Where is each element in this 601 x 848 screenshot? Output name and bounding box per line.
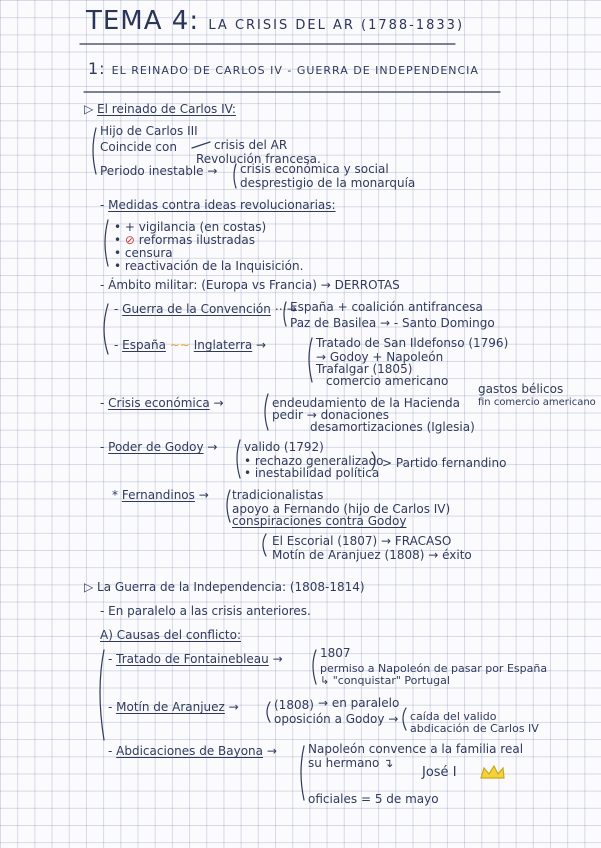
conquistar-text: "conquistar" Portugal	[332, 674, 450, 687]
reinado-heading-text: El reinado de Carlos IV:	[97, 102, 236, 116]
abdicaciones-text: Abdicaciones de Bayona	[116, 744, 264, 758]
comercio: comercio americano	[326, 374, 449, 388]
inestabilidad-text: inestabilidad política	[254, 466, 380, 480]
red-mark-icon: ⊘	[124, 233, 135, 247]
desprestigio: desprestigio de la monarquía	[240, 176, 416, 190]
ambito-text: Ámbito militar: (Europa vs Francia) → DERROTAS	[108, 278, 400, 292]
su-hermano-text: su hermano	[308, 756, 380, 770]
medida-3-text: censura	[124, 246, 173, 260]
en-paralelo: → en paralelo	[318, 696, 400, 710]
causas	[100, 628, 241, 642]
guerra-convencion: - Guerra de la Convención ⋯→	[114, 302, 297, 316]
trafalgar: Trafalgar (1805)	[316, 362, 413, 376]
paz-basilea: Paz de Basilea → - Santo Domingo	[290, 316, 495, 330]
partido: > Partido fernandino	[382, 456, 507, 470]
page-title	[86, 6, 464, 41]
title-main: TEMA 4:	[86, 6, 200, 36]
rechazo-text: rechazo generalizado	[254, 454, 384, 468]
apoyo: apoyo a Fernando (hijo de Carlos IV)	[232, 502, 451, 516]
motin: Motín de Aranjuez (1808) → éxito	[272, 548, 472, 562]
desamort: desamortizaciones (Iglesia)	[310, 420, 475, 434]
jose: José I	[422, 765, 457, 780]
guerra-heading: ▷ La Guerra de la Independencia: (1808-1814)	[84, 580, 365, 594]
oficiales: oficiales = 5 de mayo	[308, 792, 439, 806]
crown-icon	[481, 766, 504, 778]
medida-3: • censura	[114, 246, 173, 260]
inglaterra-text: Inglaterra	[193, 338, 253, 352]
medida-1-text: vigilancia (en costas)	[138, 220, 267, 234]
coincide: Coincide con	[100, 140, 177, 154]
revolucion: Revolución francesa.	[196, 152, 321, 166]
tratado-sanild: Tratado de San Ildefonso (1796)	[316, 336, 509, 350]
paralelo: - En paralelo a las crisis anteriores.	[100, 604, 311, 618]
su-hermano: su hermano ↴	[308, 756, 394, 770]
espana-coalicion: España + coalición antifrancesa	[290, 300, 483, 314]
poder-godoy: - Poder de Godoy →	[100, 440, 218, 454]
paralelo-text: En paralelo a las crisis anteriores.	[108, 604, 311, 618]
periodo-text: Periodo inestable	[100, 164, 204, 178]
tradicionalistas: tradicionalistas	[232, 488, 324, 502]
endeudamiento: endeudamiento de la Hacienda	[272, 396, 461, 410]
medida-4: • reactivación de la Inquisición.	[114, 259, 304, 273]
tratado-font: - Tratado de Fontainebleau →	[108, 652, 283, 666]
caida: caída del valido	[410, 710, 497, 723]
crisis-ar: crisis del AR	[214, 138, 288, 152]
abdicacion: abdicación de Carlos IV	[410, 722, 539, 735]
crisis-economica: - Crisis económica →	[100, 396, 224, 410]
section1-number: 1:	[88, 59, 106, 78]
godoy-napoleon: → Godoy + Napoleón	[316, 350, 444, 364]
crisis-economica-text: Crisis económica	[108, 396, 210, 410]
gastos: gastos bélicos	[478, 382, 564, 396]
napoleon-conv: Napoleón convence a la familia real	[308, 742, 524, 756]
y1807: 1807	[320, 646, 351, 660]
crisis-eco: crisis económica y social	[240, 162, 389, 176]
medidas-text: Medidas contra ideas revolucionarias:	[108, 198, 336, 212]
wave-icon: ∼∼	[169, 338, 190, 352]
hijo: Hijo de Carlos III	[100, 124, 198, 138]
medidas: - Medidas contra ideas revolucionarias:	[100, 198, 336, 212]
partido-text: Partido fernandino	[395, 456, 507, 470]
fernandinos: * Fernandinos →	[112, 488, 209, 502]
ambito: - Ámbito militar: (Europa vs Francia) → DERROTAS	[100, 278, 400, 292]
conquistar: ↳ "conquistar" Portugal	[320, 674, 450, 687]
abdicaciones: - Abdicaciones de Bayona →	[108, 744, 277, 758]
causas-text: A) Causas del conflicto:	[100, 628, 241, 642]
periodo: Periodo inestable →	[100, 164, 218, 178]
motin-aranjuez-text: Motín de Aranjuez	[116, 700, 225, 714]
guerra-heading-text: La Guerra de la Independencia: (1808-1814)	[97, 580, 365, 594]
fin-comercio: fin comercio americano	[478, 397, 596, 408]
espana-inglaterra: - España ∼∼ Inglaterra →	[114, 338, 267, 352]
medida-1: • + vigilancia (en costas)	[114, 220, 267, 234]
tratado-font-text: Tratado de Fontainebleau	[116, 652, 269, 666]
rechazo: • rechazo generalizado	[244, 454, 384, 468]
medida-2: • ⊘ reformas ilustradas	[114, 233, 255, 247]
arrow-coincide	[192, 142, 210, 148]
valido: valido (1792)	[244, 440, 324, 454]
poder-godoy-text: Poder de Godoy	[108, 440, 204, 454]
oposicion-text: oposición a Godoy	[274, 712, 385, 726]
section1-text: EL REINADO DE CARLOS IV - GUERRA DE INDEPENDENCIA	[111, 64, 479, 77]
guerra-conv-text: Guerra de la Convención	[122, 302, 271, 316]
escorial: El Escorial (1807) → FRACASO	[272, 534, 452, 548]
oposicion: oposición a Godoy →	[274, 712, 399, 726]
permiso: permiso a Napoleón de pasar por España	[320, 662, 548, 675]
y1808: (1808)	[274, 698, 314, 712]
section1-heading	[88, 59, 479, 78]
inestabilidad: • inestabilidad política	[244, 466, 380, 480]
title-rest: LA CRISIS DEL AR (1788-1833)	[208, 18, 465, 33]
espana-text: España	[122, 338, 166, 352]
medida-4-text: reactivación de la Inquisición.	[124, 259, 304, 273]
fernandinos-text: Fernandinos	[121, 488, 195, 502]
reinado-heading: ▷ El reinado de Carlos IV:	[84, 102, 236, 116]
motin-aranjuez: - Motín de Aranjuez →	[108, 700, 239, 714]
conspiraciones: conspiraciones contra Godoy	[232, 514, 407, 528]
bracket-reinado	[93, 128, 96, 174]
pedir: pedir → donaciones	[272, 408, 389, 422]
medida-2-text: reformas ilustradas	[138, 233, 255, 247]
